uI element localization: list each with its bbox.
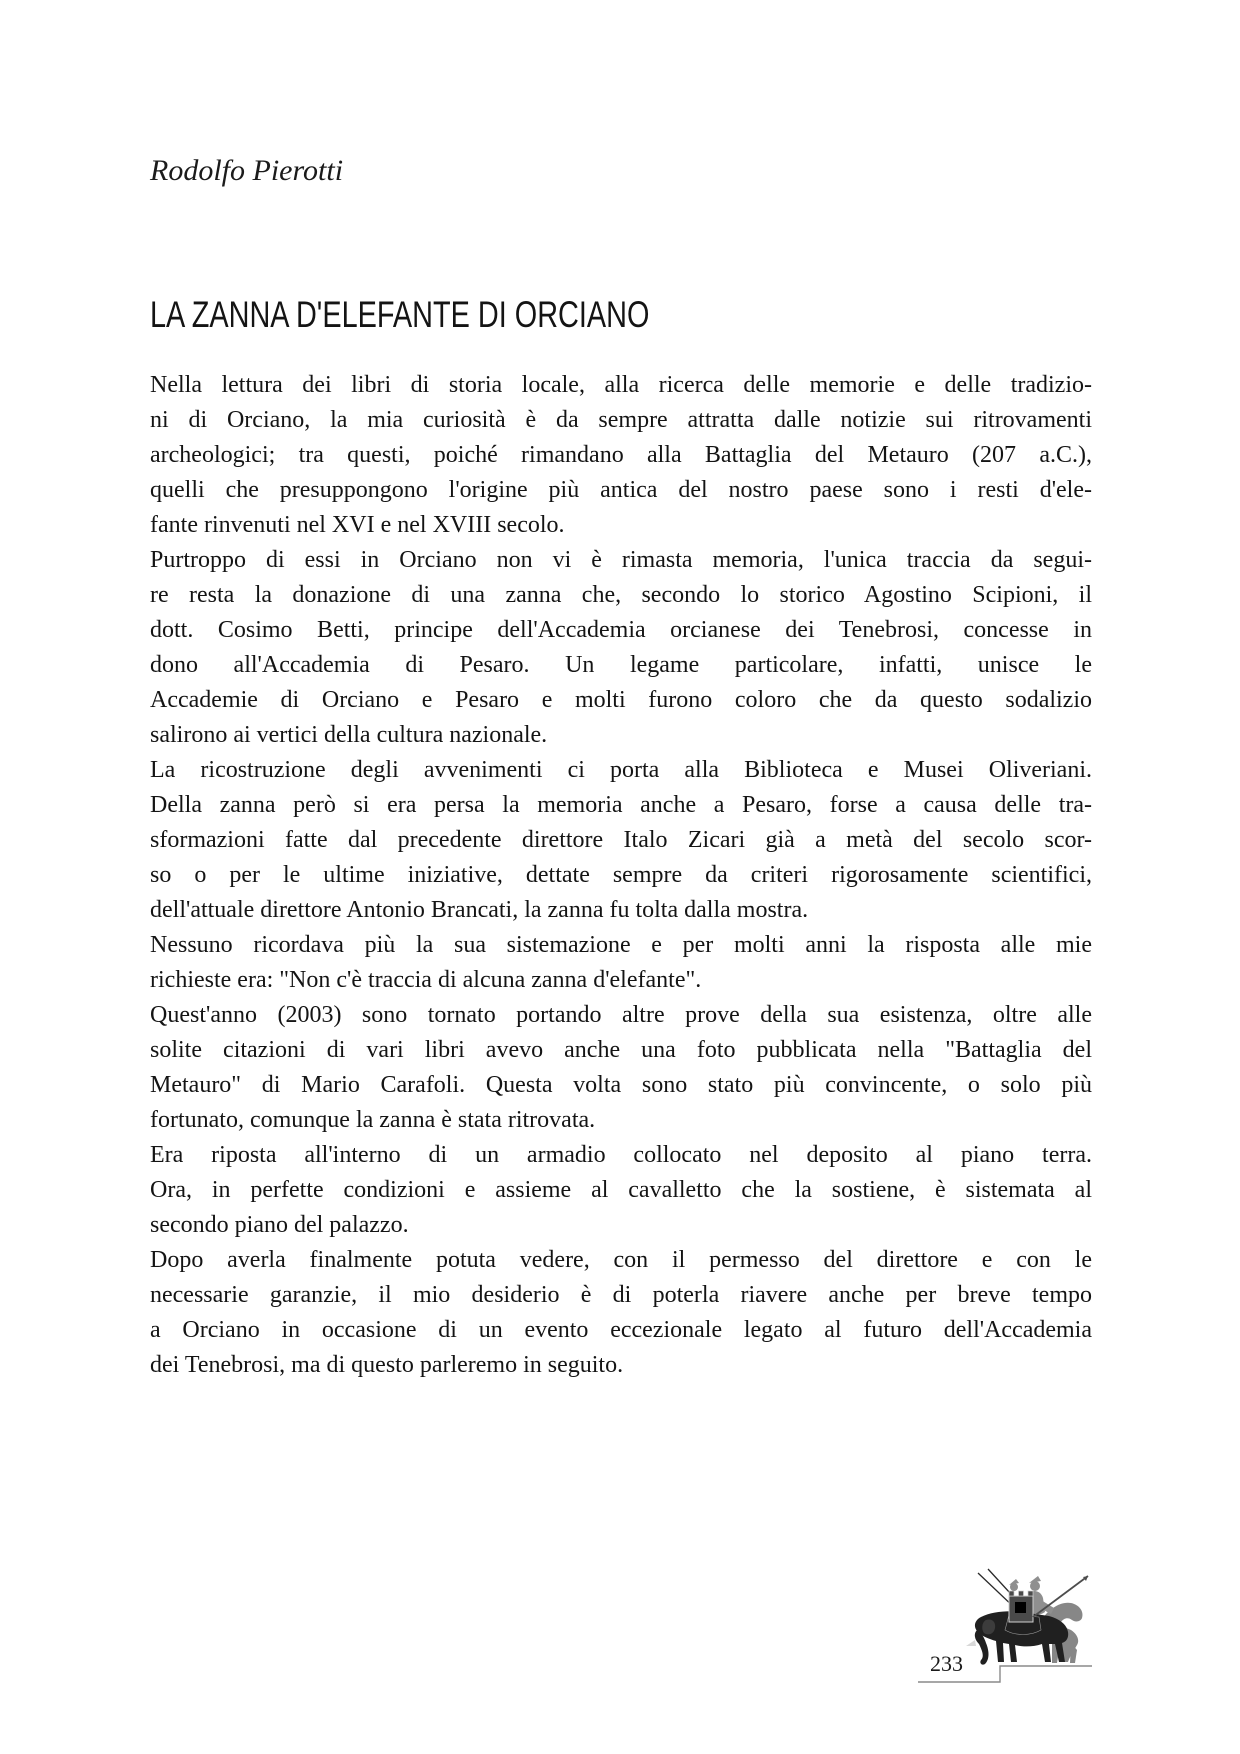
body-line: a Orciano in occasione di un evento eccezionale legato al futuro dell'Accademia xyxy=(150,1317,1092,1343)
body-line: salirono ai vertici della cultura nazionale. xyxy=(150,722,548,748)
elephant-tusk-icon xyxy=(966,1640,976,1646)
body-line: necessarie garanzie, il mio desiderio è di poterla riavere anche per breve tempo xyxy=(150,1282,1092,1308)
body-text xyxy=(150,368,1092,1383)
body-line: solite citazioni di vari libri avevo anche una foto pubblicata nella "Battaglia del xyxy=(150,1037,1092,1063)
body-line: so o per le ultime iniziative, dettate sempre da criteri rigorosamente scientifici, xyxy=(150,862,1092,888)
body-line: sformazioni fatte dal precedente direttore Italo Zicari già a metà del secolo scor- xyxy=(150,827,1092,853)
body-line: Quest'anno (2003) sono tornato portando altre prove della sua esistenza, oltre alle xyxy=(150,1002,1092,1028)
body-line: quelli che presuppongono l'origine più antica del nostro paese sono i resti d'ele- xyxy=(150,477,1092,503)
body-line: La ricostruzione degli avvenimenti ci porta alla Biblioteca e Musei Oliveriani. xyxy=(150,757,1092,783)
body-line: Della zanna però si era persa la memoria anche a Pesaro, forse a causa delle tra- xyxy=(150,792,1092,818)
body-line: re resta la donazione di una zanna che, secondo lo storico Agostino Scipioni, il xyxy=(150,582,1092,608)
body-line: dono all'Accademia di Pesaro. Un legame particolare, infatti, unisce le xyxy=(150,652,1092,678)
body-line: Metauro" di Mario Carafoli. Questa volta sono stato più convincente, o solo più xyxy=(150,1072,1092,1098)
body-line: fortunato, comunque la zanna è stata ritrovata. xyxy=(150,1107,596,1133)
body-line: Dopo averla finalmente potuta vedere, con il permesso del direttore e con le xyxy=(150,1247,1092,1273)
body-line: dell'attuale direttore Antonio Brancati, la zanna fu tolta dalla mostra. xyxy=(150,897,809,923)
body-line: secondo piano del palazzo. xyxy=(150,1212,409,1238)
body-line: Nella lettura dei libri di storia locale, alla ricerca delle memorie e delle tradizio- xyxy=(150,372,1092,398)
body-line: Era riposta all'interno di un armadio collocato nel deposito al piano terra. xyxy=(150,1142,1092,1168)
body-line: ni di Orciano, la mia curiosità è da sempre attratta dalle notizie sui ritrovamenti xyxy=(150,407,1092,433)
body-line: Accademie di Orciano e Pesaro e molti furono coloro che da questo sodalizio xyxy=(150,687,1092,713)
author-name: Rodolfo Pierotti xyxy=(150,154,344,187)
body-line: dei Tenebrosi, ma di questo parleremo in seguito. xyxy=(150,1352,624,1378)
page-number: 233 xyxy=(930,1651,963,1676)
body-line: dott. Cosimo Betti, principe dell'Accademia orcianese dei Tenebrosi, concesse in xyxy=(150,617,1092,643)
body-line: Ora, in perfette condizioni e assieme al cavalletto che la sostiene, è sistemata al xyxy=(150,1177,1092,1203)
body-line: fante rinvenuti nel XVI e nel XVIII secolo. xyxy=(150,512,565,538)
body-line: Nessuno ricordava più la sua sistemazione e per molti anni la risposta alle mie xyxy=(150,932,1092,958)
war-elephant-emblem xyxy=(965,1560,1105,1675)
body-line: richieste era: "Non c'è traccia di alcuna zanna d'elefante". xyxy=(150,967,702,993)
page-title: LA ZANNA D'ELEFANTE DI ORCIANO xyxy=(150,294,650,335)
body-line: archeologici; tra questi, poiché rimandano alla Battaglia del Metauro (207 a.C.), xyxy=(150,442,1092,468)
body-line: Purtroppo di essi in Orciano non vi è rimasta memoria, l'unica traccia da segui- xyxy=(150,547,1092,573)
mahout-icon xyxy=(1009,1579,1019,1591)
